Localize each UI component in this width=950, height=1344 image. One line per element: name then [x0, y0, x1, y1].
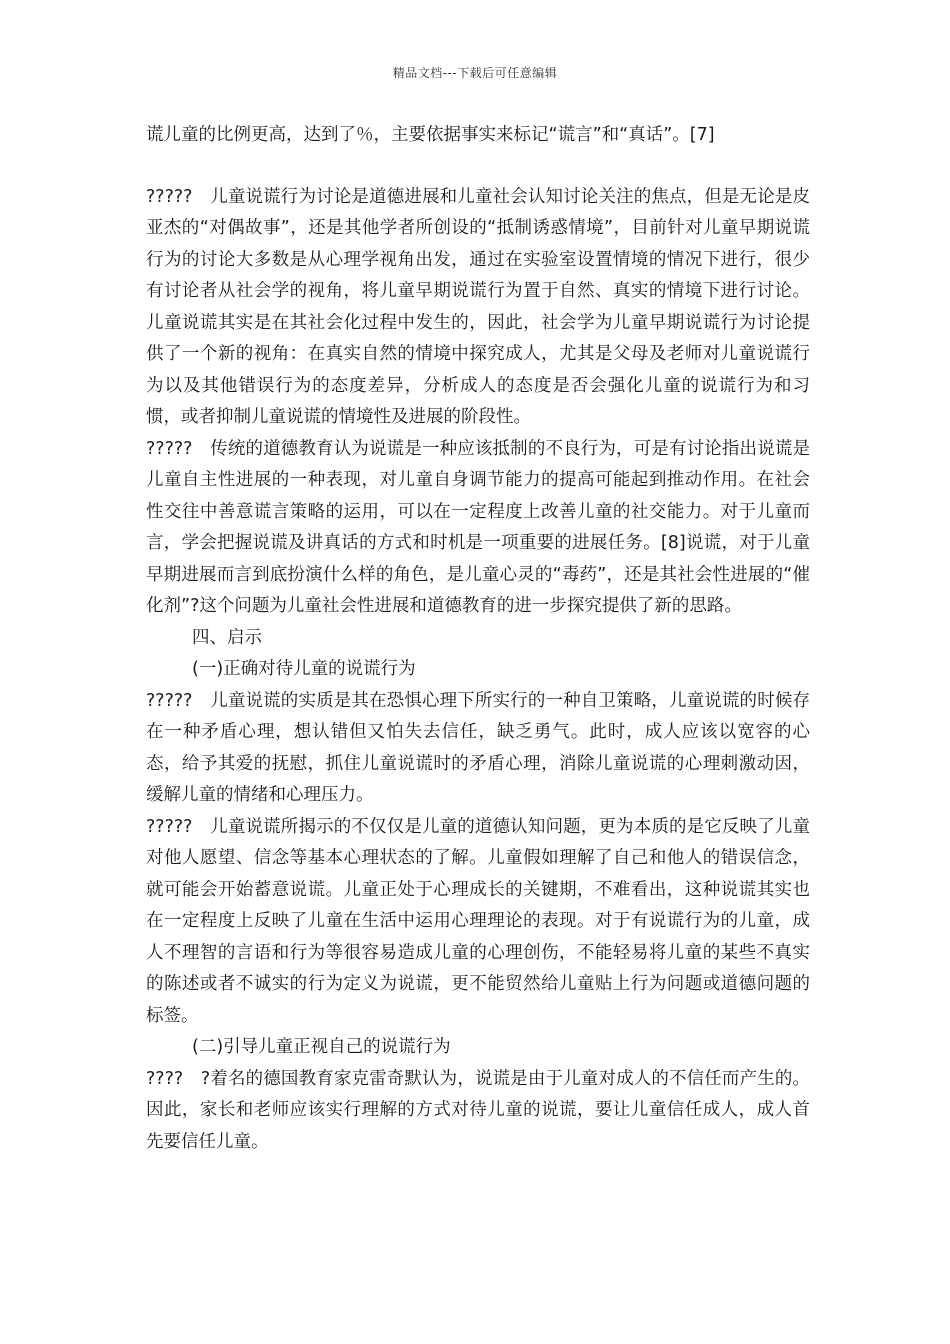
- paragraph-moral-cognition: ????? 儿童说谎所揭示的不仅仅是儿童的道德认知问题，更为本质的是它反映了儿童对他人愿望、信念等基本心理状态的了解。儿童假如理解了自己和他人的错误信念，就可能会开始蓄意说谎。儿童正处于心理成长的关键期，不难看出，这种说谎其实也在一定程度上反映了儿童在生活中运用心理理论的表现。对于有说谎行为的儿童，成人不理智的言语和行为等很容易造成儿童的心理创伤，不能轻易将儿童的某些不真实的陈述或者不诚实的行为定义为说谎，更不能贸然给儿童贴上行为问题或道德问题的标签。: [146, 816, 810, 1026]
- subsection-heading-2: (二)引导儿童正视自己的说谎行为: [192, 1037, 451, 1057]
- paragraph-moral-education: ????? 传统的道德教育认为说谎是一种应该抵制的不良行为，可是有讨论指出说谎是儿童自主性进展的一种表现，对儿童自身调节能力的提高可能起到推动作用。在社会性交往中善意谎言策略的运用，可以在一定程度上改善儿童的社交能力。对于儿童而言，学会把握说谎及讲真话的方式和时机是一项重要的进展任务。[8]说谎，对于儿童早期进展而言到底扮演什么样的角色，是儿童心灵的“毒药”，还是其社会性进展的“催化剂”?这个问题为儿童社会性进展和道德教育的进一步探究提供了新的思路。: [146, 438, 810, 616]
- paragraph-trust: ???? ?着名的德国教育家克雷奇默认为，说谎是由于儿童对成人的不信任而产生的。因此，家长和老师应该实行理解的方式对待儿童的说谎，要让儿童信任成人，成人首先要信任儿童。: [146, 1068, 810, 1152]
- document-body: [146, 120, 810, 1158]
- page-header: 精品文档---下载后可任意编辑: [392, 66, 558, 80]
- paragraph-research-focus: ????? 儿童说谎行为讨论是道德进展和儿童社会认知讨论关注的焦点，但是无论是皮亚杰的“对偶故事”，还是其他学者所创设的“抵制诱惑情境”，目前针对儿童早期说谎行为的讨论大多数是从心理学视角出发，通过在实验室设置情境的情况下进行，很少有讨论者从社会学的视角，将儿童早期说谎行为置于自然、真实的情境下进行讨论。儿童说谎其实是在其社会化过程中发生的，因此，社会学为儿童早期说谎行为讨论提供了一个新的视角：在真实自然的情境中探究成人，尤其是父母及老师对儿童说谎行为以及其他错误行为的态度差异，分析成人的态度是否会强化儿童的说谎行为和习惯，或者抑制儿童说谎的情境性及进展的阶段性。: [146, 186, 810, 427]
- paragraph-essence-of-lying: ????? 儿童说谎的实质是其在恐惧心理下所实行的一种自卫策略，儿童说谎的时候存在一种矛盾心理，想认错但又怕失去信任，缺乏勇气。此时，成人应该以宽容的心态，给予其爱的抚慰，抓住儿童说谎时的矛盾心理，消除儿童说谎的心理刺激动因，缓解儿童的情绪和心理压力。: [146, 690, 810, 805]
- paragraph-continuation: 谎儿童的比例更高，达到了％，主要依据事实来标记“谎言”和“真话”。[7]: [146, 125, 715, 145]
- subsection-heading-1: (一)正确对待儿童的说谎行为: [192, 659, 416, 679]
- paragraph-gap: [146, 152, 810, 182]
- section-heading-enlightenment: 四、启示: [192, 627, 262, 648]
